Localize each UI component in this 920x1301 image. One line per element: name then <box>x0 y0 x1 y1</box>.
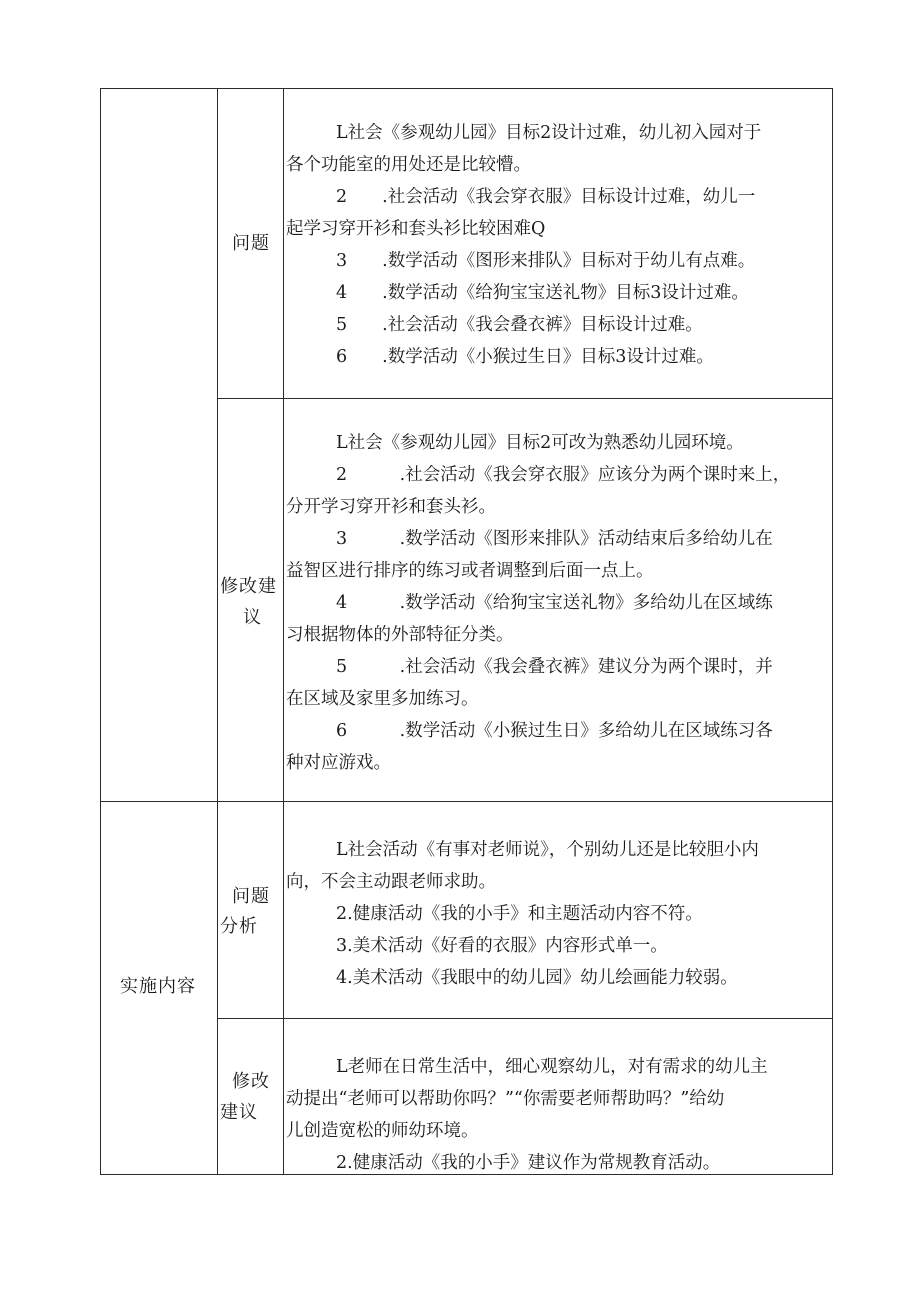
block2-line-7: 习根据物体的外部特征分类。 <box>286 625 514 645</box>
row-divider-2 <box>217 1018 833 1019</box>
block2-label-line-1: 修改建 <box>220 576 277 597</box>
block4-label-line-1: 修改 <box>232 1071 270 1092</box>
block2-line-5: 益智区进行排序的练习或者调整到后面一点上。 <box>286 561 654 581</box>
block1-line-5: 3 .数学活动《图形来排队》目标对于幼儿有点难。 <box>336 251 756 271</box>
block1-line-3: 2 .社会活动《我会穿衣服》目标设计过难，幼儿一 <box>336 187 756 207</box>
block4-content <box>286 1051 832 1179</box>
block2-line-1: L社会《参观幼儿园》目标2可改为熟悉幼儿园环境。 <box>336 433 744 453</box>
block1-content <box>286 117 832 373</box>
block1-line-2: 各个功能室的用处还是比较懵。 <box>286 155 531 175</box>
block4-line-4: 2.健康活动《我的小手》建议作为常规教育活动。 <box>336 1153 721 1173</box>
block3-label-line-1: 问题 <box>232 886 270 907</box>
table-border-left <box>100 88 101 1175</box>
block3-line-2: 向，不会主动跟老师求助。 <box>286 872 496 892</box>
block3-line-1: L社会活动《有事对老师说》，个别幼儿还是比较胆小内 <box>336 840 759 860</box>
block2-line-9: 在区域及家里多加练习。 <box>286 689 479 709</box>
block2-line-6: 4 .数学活动《给狗宝宝送礼物》多给幼儿在区域练 <box>336 593 773 613</box>
block1-line-6: 4 .数学活动《给狗宝宝送礼物》目标3设计过难。 <box>336 283 749 303</box>
block2-line-2: 2 .社会活动《我会穿衣服》应该分为两个课时来上， <box>336 465 791 485</box>
block2-label-line-2: 议 <box>243 607 262 628</box>
row-divider-1 <box>217 398 833 399</box>
block1-line-1: L社会《参观幼儿园》目标2设计过难，幼儿初入园对于 <box>336 123 762 143</box>
block2-line-8: 5 .社会活动《我会叠衣裤》建议分为两个课时，并 <box>336 657 773 677</box>
column-divider-1 <box>217 88 218 1175</box>
block3-content <box>286 834 832 994</box>
block1-line-8: 6 .数学活动《小猴过生日》目标3设计过难。 <box>336 347 714 367</box>
section-label-implementation: 实施内容 <box>120 976 196 997</box>
block2-content <box>286 427 832 779</box>
section-divider <box>100 801 833 802</box>
block3-line-3: 2.健康活动《我的小手》和主题活动内容不符。 <box>336 904 703 924</box>
block4-label-line-2: 建议 <box>220 1102 258 1123</box>
table-border-right <box>832 88 833 1175</box>
block2-line-3: 分开学习穿开衫和套头衫。 <box>286 497 496 517</box>
block1-label: 问题 <box>232 233 270 254</box>
block4-line-3: 儿创造宽松的师幼环境。 <box>286 1121 479 1141</box>
block4-line-1: L老师在日常生活中，细心观察幼儿，对有需求的幼儿主 <box>336 1057 768 1077</box>
block3-label-line-2: 分析 <box>220 916 258 937</box>
block2-line-4: 3 .数学活动《图形来排队》活动结束后多给幼儿在 <box>336 529 773 549</box>
block1-line-7: 5 .社会活动《我会叠衣裤》目标设计过难。 <box>336 315 703 335</box>
block3-line-4: 3.美术活动《好看的衣服》内容形式单一。 <box>336 936 668 956</box>
block3-line-5: 4.美术活动《我眼中的幼儿园》幼儿绘画能力较弱。 <box>336 968 738 988</box>
block2-line-10: 6 .数学活动《小猴过生日》多给幼儿在区域练习各 <box>336 721 773 741</box>
block4-line-2: 动提出“老师可以帮助你吗？”“你需要老师帮助吗？”给幼 <box>286 1089 725 1109</box>
block2-line-11: 种对应游戏。 <box>286 753 391 773</box>
column-divider-2 <box>283 88 284 1175</box>
block1-line-4: 起学习穿开衫和套头衫比较困难Q <box>286 219 546 239</box>
table-border-top <box>100 88 833 89</box>
